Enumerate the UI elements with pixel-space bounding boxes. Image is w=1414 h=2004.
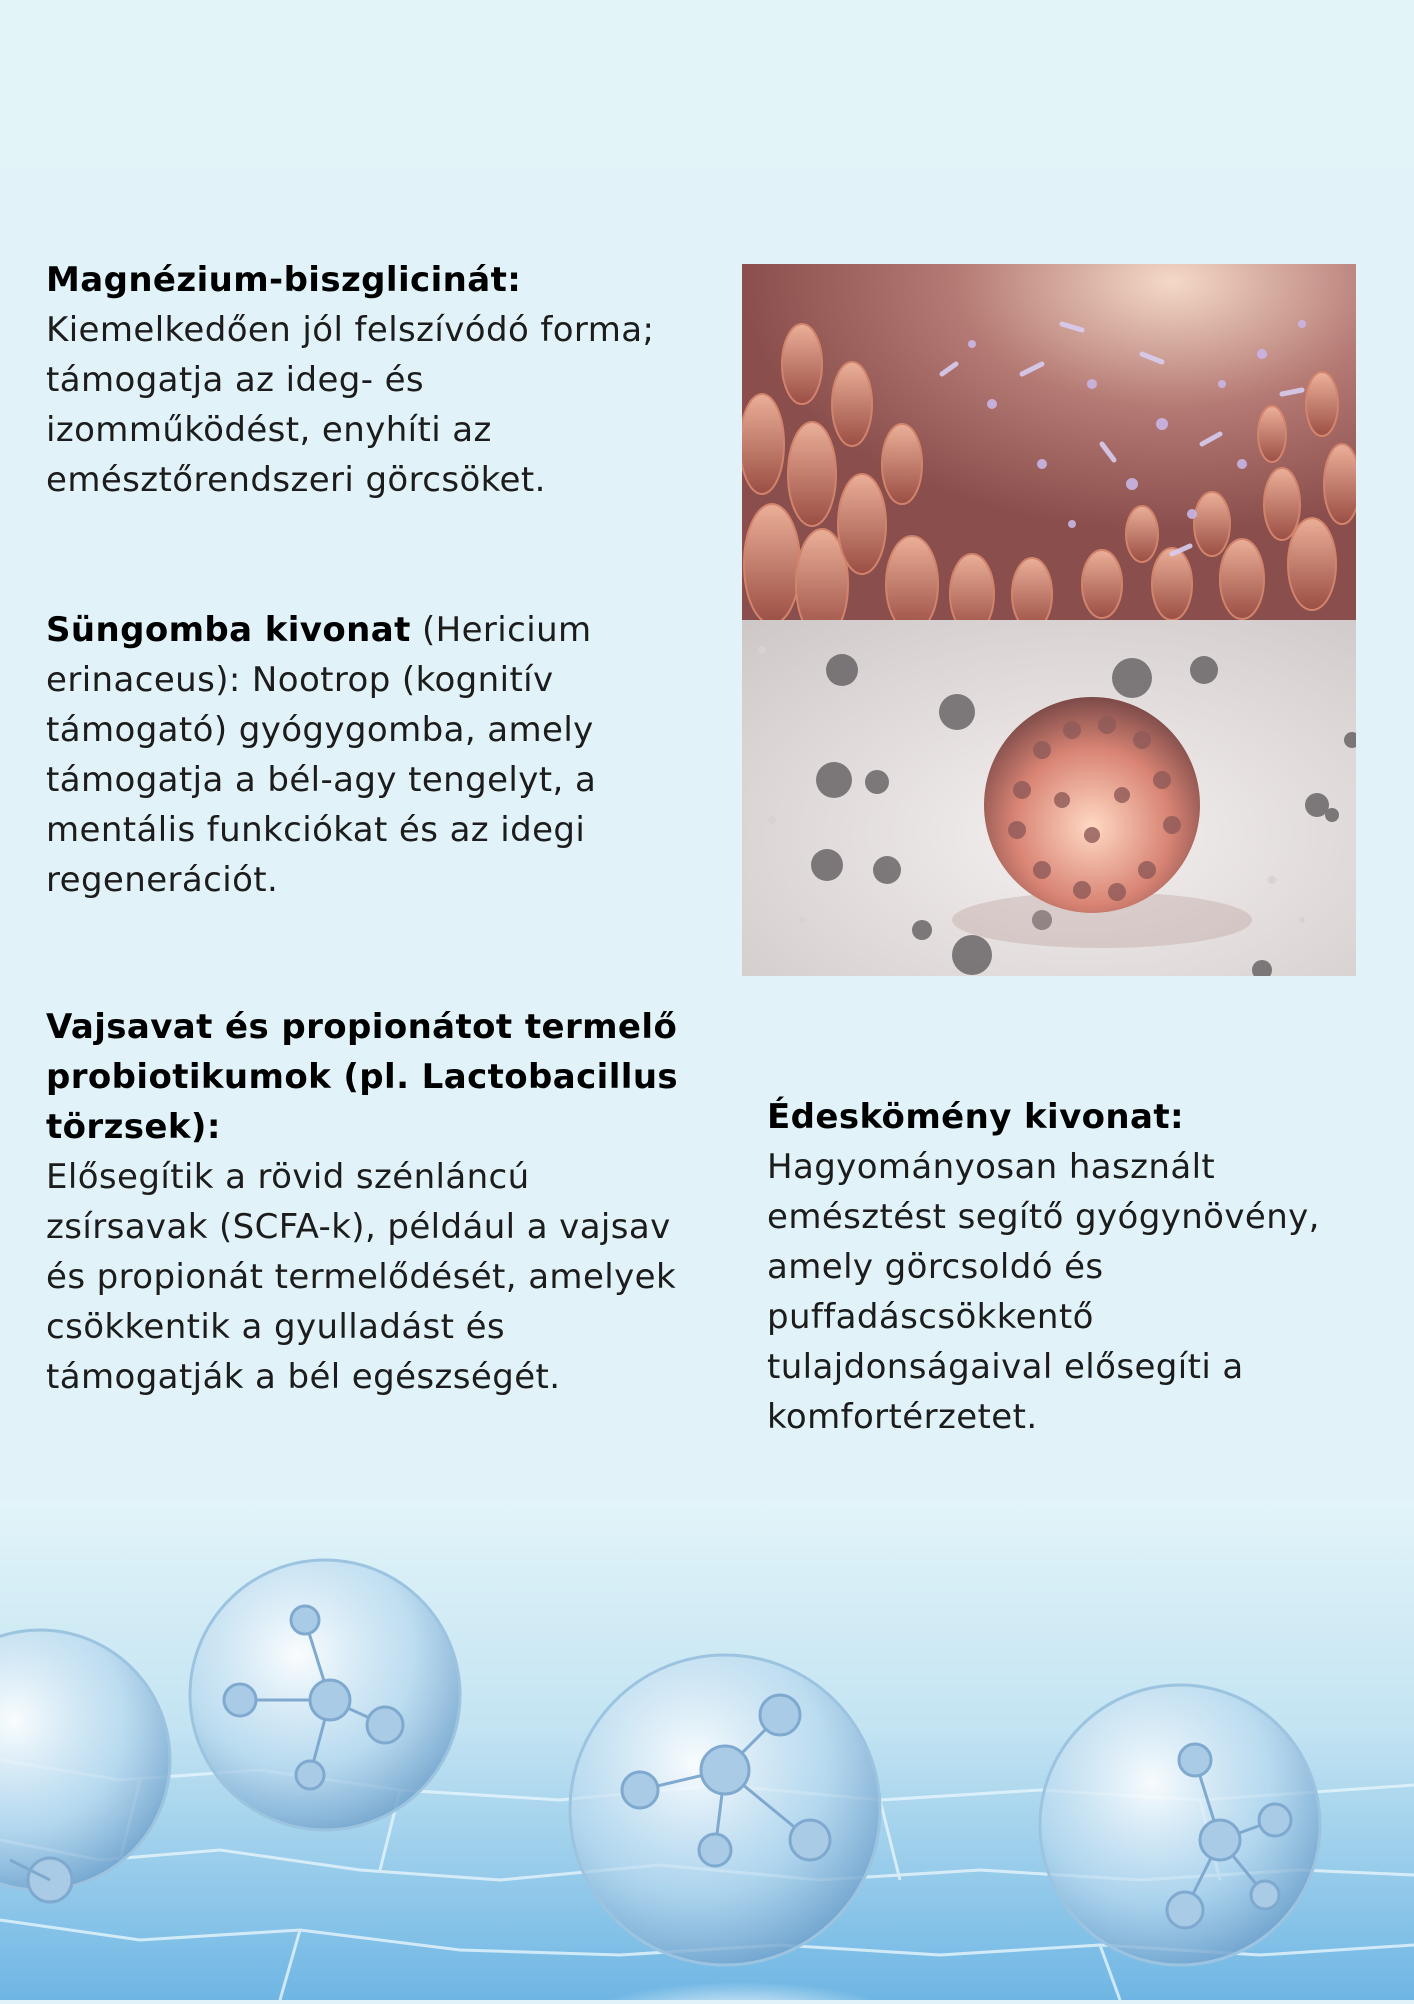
probiotics-block: [46, 1002, 686, 1402]
magnesium-title: Magnézium-biszglicinát:: [46, 260, 522, 300]
probiotics-title: Vajsavat és propionátot termelő probiotikumok (pl. Lactobacillus törzsek):: [46, 1007, 679, 1147]
fennel-block: [767, 1092, 1387, 1442]
probiotics-text: Elősegítik a rövid szénláncú zsírsavak (SCFA-k), például a vajsav és propionát termelődését, amelyek csökkentik a gyulladást és támogatják a bél egészségét.: [46, 1157, 677, 1397]
molecule-water-artwork: [0, 1500, 1414, 2000]
intestinal-villi-image: [742, 264, 1356, 620]
hericium-block: [46, 605, 706, 905]
top-band: [0, 0, 1414, 170]
magnesium-block: [46, 255, 686, 505]
fennel-text: Hagyományosan használt emésztést segítő gyógynövény, amely görcsoldó és puffadáscsökkentő tulajdonságaival elősegíti a komfortérzetet.: [767, 1147, 1320, 1437]
particle-sphere-image: [742, 620, 1356, 976]
hericium-text: (Hericium erinaceus): Nootrop (kognitív támogató) gyógygomba, amely támogatja a bél-agy tengelyt, a mentális funkciókat és az idegi regenerációt.: [46, 610, 597, 900]
fennel-title: Édeskömény kivonat:: [767, 1097, 1184, 1137]
magnesium-text: Kiemelkedően jól felszívódó forma; támogatja az ideg- és izomműködést, enyhíti az emésztőrendszeri görcsöket.: [46, 310, 655, 500]
hericium-title: Süngomba kivonat: [46, 610, 411, 650]
